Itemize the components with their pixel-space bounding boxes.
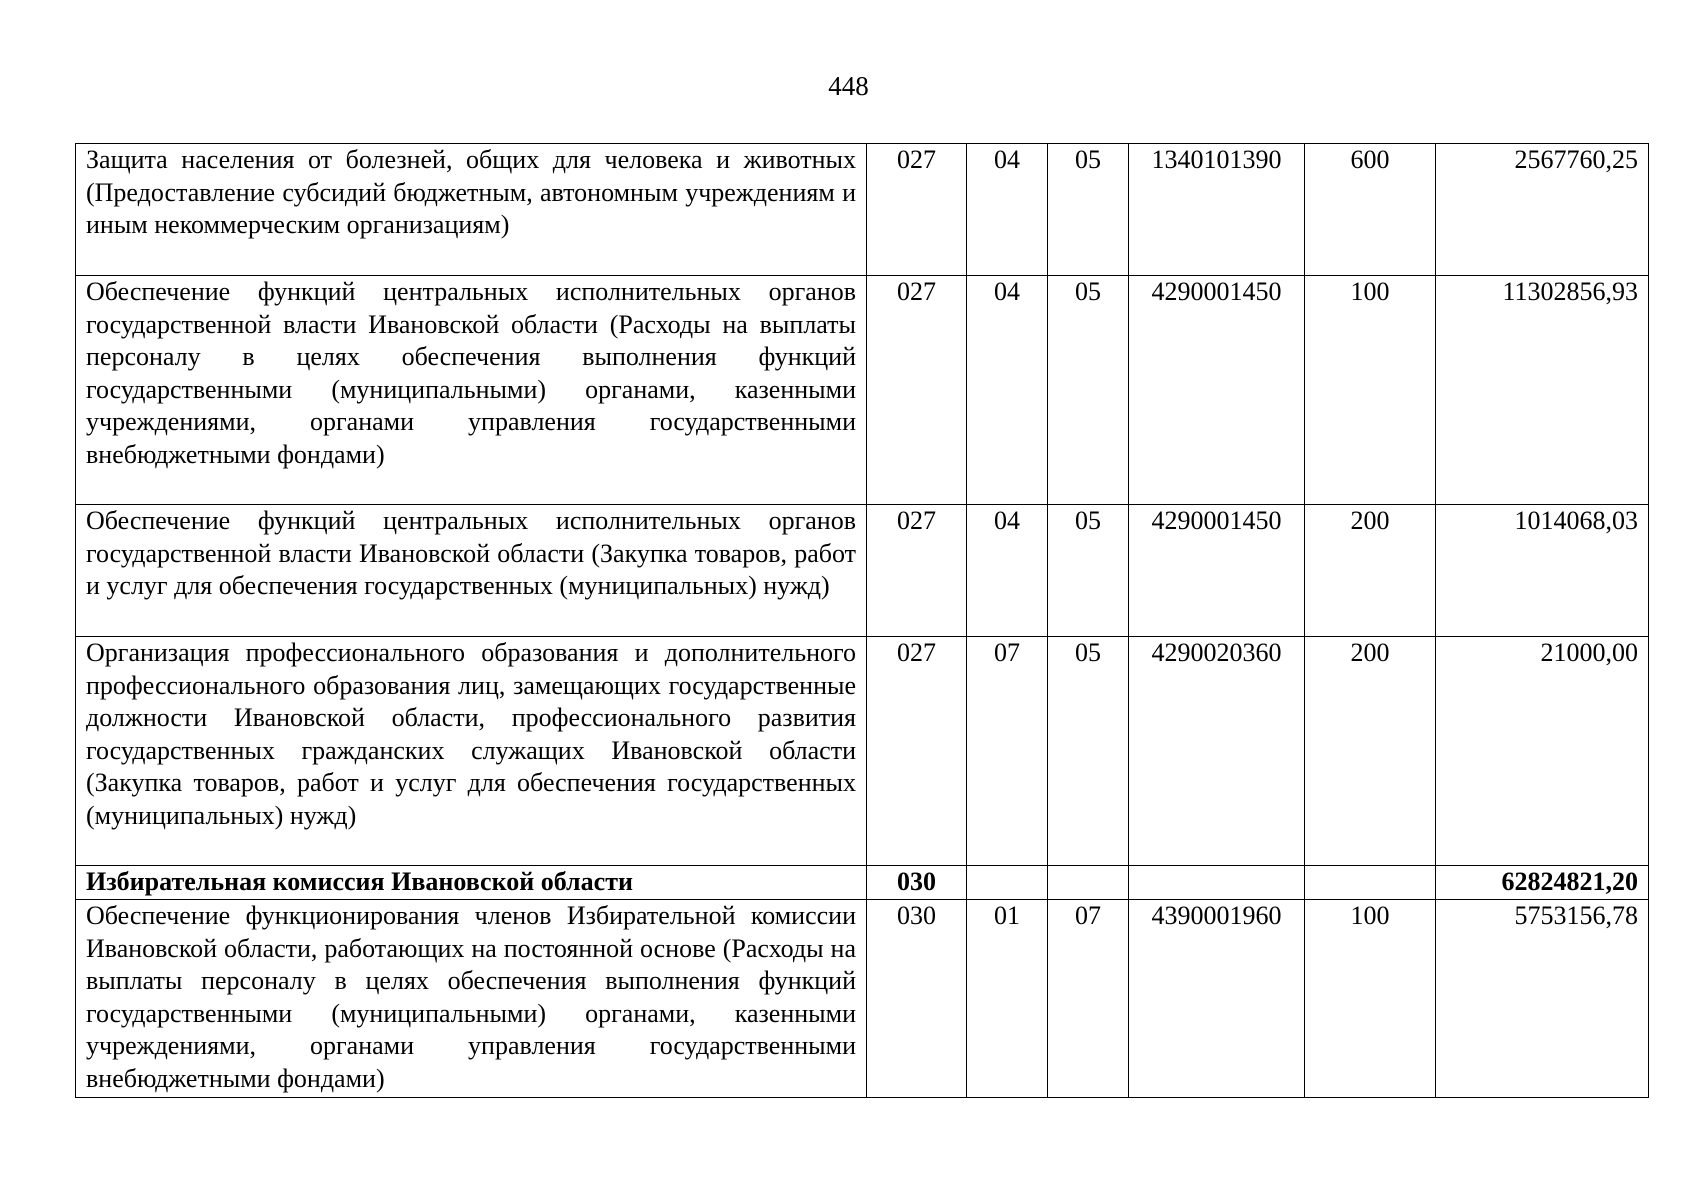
table-row: [76, 276, 1649, 505]
section-code: 04: [967, 144, 1048, 276]
row-description: Обеспечение функционирования членов Избирательной комиссии Ивановской области, работающих на постоянной основе (Расходы на выплаты персоналу в целях обеспечения выполнения функций государственными (муниципальными) органами, казенными учреждениями, органами управления государственными внебюджетными фондами): [76, 900, 867, 1098]
ministry-code: 027: [867, 505, 967, 637]
expense-type-code: [1305, 866, 1436, 900]
ministry-code: 027: [867, 276, 967, 505]
table-row: [76, 900, 1649, 1098]
table-row: [76, 144, 1649, 276]
ministry-code: 027: [867, 637, 967, 866]
subsection-code: 05: [1048, 637, 1129, 866]
expense-type-code: 100: [1305, 276, 1436, 505]
section-code: 04: [967, 276, 1048, 505]
target-article-code: 1340101390: [1129, 144, 1305, 276]
section-code: 07: [967, 637, 1048, 866]
amount: 11302856,93: [1436, 276, 1649, 505]
amount: 62824821,20: [1436, 866, 1649, 900]
page-number: 448: [828, 71, 869, 101]
section-code: 04: [967, 505, 1048, 637]
expense-type-code: 200: [1305, 505, 1436, 637]
amount: 1014068,03: [1436, 505, 1649, 637]
target-article-code: 4390001960: [1129, 900, 1305, 1098]
subsection-code: 05: [1048, 144, 1129, 276]
ministry-code: 027: [867, 144, 967, 276]
table-row: [76, 637, 1649, 866]
table-row: [76, 505, 1649, 637]
target-article-code: 4290020360: [1129, 637, 1305, 866]
row-description: Обеспечение функций центральных исполнительных органов государственной власти Ивановской области (Закупка товаров, работ и услуг для обеспечения государственных (муниципальных) нужд): [76, 505, 867, 637]
target-article-code: [1129, 866, 1305, 900]
row-description: Обеспечение функций центральных исполнительных органов государственной власти Ивановской области (Расходы на выплаты персоналу в целях обеспечения выполнения функций государственными (муниципальными) органами, казенными учреждениями, органами управления государственными внебюджетными фондами): [76, 276, 867, 505]
section-code: 01: [967, 900, 1048, 1098]
expense-type-code: 600: [1305, 144, 1436, 276]
expense-type-code: 200: [1305, 637, 1436, 866]
row-description: Избирательная комиссия Ивановской области: [76, 866, 867, 900]
subsection-code: 05: [1048, 276, 1129, 505]
target-article-code: 4290001450: [1129, 505, 1305, 637]
amount: 5753156,78: [1436, 900, 1649, 1098]
subsection-code: 07: [1048, 900, 1129, 1098]
section-code: [967, 866, 1048, 900]
section-header-row: [76, 866, 1649, 900]
budget-table: [75, 143, 1649, 1098]
expense-type-code: 100: [1305, 900, 1436, 1098]
subsection-code: [1048, 866, 1129, 900]
target-article-code: 4290001450: [1129, 276, 1305, 505]
amount: 2567760,25: [1436, 144, 1649, 276]
row-description: Организация профессионального образования и дополнительного профессионального образования лиц, замещающих государственные должности Ивановской области, профессионального развития государственных гражданских служащих Ивановской области (Закупка товаров, работ и услуг для обеспечения государственных (муниципальных) нужд): [76, 637, 867, 866]
subsection-code: 05: [1048, 505, 1129, 637]
row-description: Защита населения от болезней, общих для человека и животных (Предоставление субсидий бюджетным, автономным учреждениям и иным некоммерческим организациям): [76, 144, 867, 276]
ministry-code: 030: [867, 866, 967, 900]
ministry-code: 030: [867, 900, 967, 1098]
amount: 21000,00: [1436, 637, 1649, 866]
